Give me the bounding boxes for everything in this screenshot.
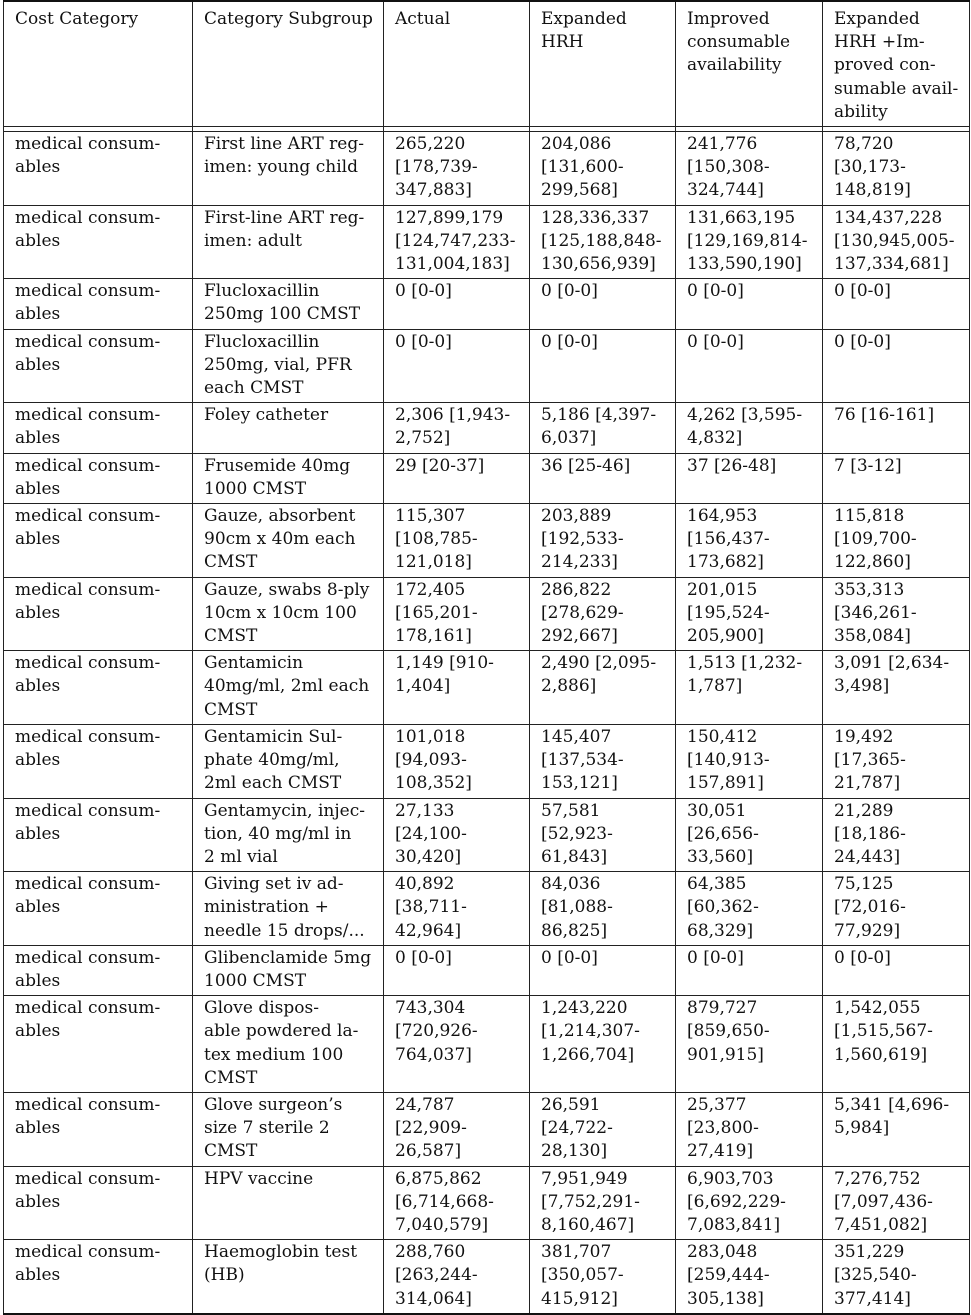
- expanded-hrh-improved-availability-cell: 21,289 [18,186- 24,443]: [823, 798, 970, 872]
- improved-availability-cell: 283,048 [259,444- 305,138]: [676, 1240, 823, 1314]
- expanded-hrh-improved-availability-cell: 0 [0-0]: [823, 329, 970, 403]
- expanded-hrh-cell: 2,490 [2,095- 2,886]: [530, 651, 676, 725]
- expanded-hrh-cell: 84,036 [81,088- 86,825]: [530, 872, 676, 946]
- category-subgroup-cell: Flucloxacillin 250mg, vial, PFR each CMST: [193, 329, 384, 403]
- actual-cell: 29 [20-37]: [384, 453, 530, 503]
- expanded-hrh-cell: 26,591 [24,722- 28,130]: [530, 1092, 676, 1166]
- category-subgroup-cell: HPV vaccine: [193, 1166, 384, 1240]
- table-row: [4, 403, 970, 453]
- table-body: [4, 132, 970, 1314]
- cost-category-cell: medical consum- ables: [4, 279, 193, 329]
- expanded-hrh-cell: 204,086 [131,600- 299,568]: [530, 132, 676, 206]
- header-expanded-hrh-improved-availability: Expanded HRH +Im- proved con- sumable avail- ability: [823, 1, 970, 127]
- improved-availability-cell: 6,903,703 [6,692,229- 7,083,841]: [676, 1166, 823, 1240]
- improved-availability-cell: 150,412 [140,913- 157,891]: [676, 724, 823, 798]
- improved-availability-cell: 0 [0-0]: [676, 329, 823, 403]
- cost-table: [3, 0, 970, 1315]
- cost-category-cell: medical consum- ables: [4, 577, 193, 651]
- expanded-hrh-improved-availability-cell: 76 [16-161]: [823, 403, 970, 453]
- actual-cell: 743,304 [720,926- 764,037]: [384, 996, 530, 1093]
- table-row: [4, 1240, 970, 1314]
- cost-category-cell: medical consum- ables: [4, 872, 193, 946]
- actual-cell: 265,220 [178,739- 347,883]: [384, 132, 530, 206]
- cost-category-cell: medical consum- ables: [4, 945, 193, 995]
- cost-category-cell: medical consum- ables: [4, 504, 193, 578]
- category-subgroup-cell: Glibenclamide 5mg 1000 CMST: [193, 945, 384, 995]
- expanded-hrh-improved-availability-cell: 5,341 [4,696- 5,984]: [823, 1092, 970, 1166]
- category-subgroup-cell: Flucloxacillin 250mg 100 CMST: [193, 279, 384, 329]
- expanded-hrh-cell: 0 [0-0]: [530, 329, 676, 403]
- category-subgroup-cell: First-line ART reg- imen: adult: [193, 205, 384, 279]
- category-subgroup-cell: Glove dispos- able powdered la- tex medium 100 CMST: [193, 996, 384, 1093]
- category-subgroup-cell: Gentamicin 40mg/ml, 2ml each CMST: [193, 651, 384, 725]
- category-subgroup-cell: Gauze, absorbent 90cm x 40m each CMST: [193, 504, 384, 578]
- improved-availability-cell: 164,953 [156,437- 173,682]: [676, 504, 823, 578]
- improved-availability-cell: 37 [26-48]: [676, 453, 823, 503]
- actual-cell: 27,133 [24,100- 30,420]: [384, 798, 530, 872]
- actual-cell: 1,149 [910- 1,404]: [384, 651, 530, 725]
- actual-cell: 24,787 [22,909- 26,587]: [384, 1092, 530, 1166]
- expanded-hrh-improved-availability-cell: 7,276,752 [7,097,436- 7,451,082]: [823, 1166, 970, 1240]
- actual-cell: 0 [0-0]: [384, 329, 530, 403]
- table-header: [4, 1, 970, 127]
- expanded-hrh-improved-availability-cell: 7 [3-12]: [823, 453, 970, 503]
- table-row: [4, 872, 970, 946]
- expanded-hrh-improved-availability-cell: 0 [0-0]: [823, 945, 970, 995]
- header-category-subgroup: Category Subgroup: [193, 1, 384, 127]
- cost-category-cell: medical consum- ables: [4, 453, 193, 503]
- table-row: [4, 132, 970, 206]
- table-row: [4, 577, 970, 651]
- table-row: [4, 651, 970, 725]
- expanded-hrh-improved-availability-cell: 1,542,055 [1,515,567- 1,560,619]: [823, 996, 970, 1093]
- cost-category-cell: medical consum- ables: [4, 132, 193, 206]
- expanded-hrh-improved-availability-cell: 19,492 [17,365- 21,787]: [823, 724, 970, 798]
- improved-availability-cell: 30,051 [26,656- 33,560]: [676, 798, 823, 872]
- table-row: [4, 724, 970, 798]
- table-row: [4, 453, 970, 503]
- expanded-hrh-improved-availability-cell: 353,313 [346,261- 358,084]: [823, 577, 970, 651]
- improved-availability-cell: 64,385 [60,362- 68,329]: [676, 872, 823, 946]
- expanded-hrh-cell: 7,951,949 [7,752,291- 8,160,467]: [530, 1166, 676, 1240]
- table-row: [4, 945, 970, 995]
- expanded-hrh-improved-availability-cell: 78,720 [30,173- 148,819]: [823, 132, 970, 206]
- expanded-hrh-improved-availability-cell: 75,125 [72,016- 77,929]: [823, 872, 970, 946]
- expanded-hrh-improved-availability-cell: 115,818 [109,700- 122,860]: [823, 504, 970, 578]
- cost-category-cell: medical consum- ables: [4, 329, 193, 403]
- expanded-hrh-improved-availability-cell: 3,091 [2,634- 3,498]: [823, 651, 970, 725]
- actual-cell: 288,760 [263,244- 314,064]: [384, 1240, 530, 1314]
- expanded-hrh-cell: 145,407 [137,534- 153,121]: [530, 724, 676, 798]
- improved-availability-cell: 1,513 [1,232- 1,787]: [676, 651, 823, 725]
- table-row: [4, 205, 970, 279]
- improved-availability-cell: 879,727 [859,650- 901,915]: [676, 996, 823, 1093]
- expanded-hrh-improved-availability-cell: 134,437,228 [130,945,005- 137,334,681]: [823, 205, 970, 279]
- improved-availability-cell: 4,262 [3,595- 4,832]: [676, 403, 823, 453]
- cost-category-cell: medical consum- ables: [4, 798, 193, 872]
- table-row: [4, 798, 970, 872]
- expanded-hrh-cell: 286,822 [278,629- 292,667]: [530, 577, 676, 651]
- category-subgroup-cell: Gauze, swabs 8-ply 10cm x 10cm 100 CMST: [193, 577, 384, 651]
- header-expanded-hrh: Expanded HRH: [530, 1, 676, 127]
- expanded-hrh-cell: 57,581 [52,923- 61,843]: [530, 798, 676, 872]
- table-row: [4, 996, 970, 1093]
- cost-category-cell: medical consum- ables: [4, 403, 193, 453]
- header-row: [4, 1, 970, 127]
- cost-category-cell: medical consum- ables: [4, 651, 193, 725]
- expanded-hrh-cell: 0 [0-0]: [530, 945, 676, 995]
- category-subgroup-cell: Gentamicin Sul- phate 40mg/ml, 2ml each CMST: [193, 724, 384, 798]
- category-subgroup-cell: Gentamycin, injec- tion, 40 mg/ml in 2 ml vial: [193, 798, 384, 872]
- improved-availability-cell: 201,015 [195,524- 205,900]: [676, 577, 823, 651]
- cost-category-cell: medical consum- ables: [4, 205, 193, 279]
- cost-category-cell: medical consum- ables: [4, 996, 193, 1093]
- category-subgroup-cell: Haemoglobin test (HB): [193, 1240, 384, 1314]
- category-subgroup-cell: Foley catheter: [193, 403, 384, 453]
- expanded-hrh-cell: 0 [0-0]: [530, 279, 676, 329]
- category-subgroup-cell: First line ART reg- imen: young child: [193, 132, 384, 206]
- expanded-hrh-cell: 381,707 [350,057- 415,912]: [530, 1240, 676, 1314]
- header-actual: Actual: [384, 1, 530, 127]
- cost-category-cell: medical consum- ables: [4, 1092, 193, 1166]
- expanded-hrh-cell: 128,336,337 [125,188,848- 130,656,939]: [530, 205, 676, 279]
- expanded-hrh-cell: 5,186 [4,397- 6,037]: [530, 403, 676, 453]
- actual-cell: 115,307 [108,785- 121,018]: [384, 504, 530, 578]
- improved-availability-cell: 0 [0-0]: [676, 279, 823, 329]
- actual-cell: 0 [0-0]: [384, 945, 530, 995]
- improved-availability-cell: 241,776 [150,308- 324,744]: [676, 132, 823, 206]
- cost-category-cell: medical consum- ables: [4, 1166, 193, 1240]
- header-improved-consumable-availability: Improved consumable availability: [676, 1, 823, 127]
- expanded-hrh-improved-availability-cell: 351,229 [325,540- 377,414]: [823, 1240, 970, 1314]
- actual-cell: 172,405 [165,201- 178,161]: [384, 577, 530, 651]
- improved-availability-cell: 131,663,195 [129,169,814- 133,590,190]: [676, 205, 823, 279]
- expanded-hrh-improved-availability-cell: 0 [0-0]: [823, 279, 970, 329]
- actual-cell: 6,875,862 [6,714,668- 7,040,579]: [384, 1166, 530, 1240]
- expanded-hrh-cell: 203,889 [192,533- 214,233]: [530, 504, 676, 578]
- table-row: [4, 504, 970, 578]
- table-row: [4, 1166, 970, 1240]
- expanded-hrh-cell: 36 [25-46]: [530, 453, 676, 503]
- actual-cell: 127,899,179 [124,747,233- 131,004,183]: [384, 205, 530, 279]
- improved-availability-cell: 0 [0-0]: [676, 945, 823, 995]
- cost-category-cell: medical consum- ables: [4, 724, 193, 798]
- header-cost-category: Cost Category: [4, 1, 193, 127]
- category-subgroup-cell: Giving set iv ad- ministration + needle 15 drops/...: [193, 872, 384, 946]
- table-row: [4, 1092, 970, 1166]
- cost-category-cell: medical consum- ables: [4, 1240, 193, 1314]
- actual-cell: 0 [0-0]: [384, 279, 530, 329]
- cost-table-page: [3, 0, 969, 1315]
- actual-cell: 40,892 [38,711- 42,964]: [384, 872, 530, 946]
- actual-cell: 101,018 [94,093- 108,352]: [384, 724, 530, 798]
- improved-availability-cell: 25,377 [23,800- 27,419]: [676, 1092, 823, 1166]
- actual-cell: 2,306 [1,943- 2,752]: [384, 403, 530, 453]
- expanded-hrh-cell: 1,243,220 [1,214,307- 1,266,704]: [530, 996, 676, 1093]
- table-row: [4, 329, 970, 403]
- category-subgroup-cell: Frusemide 40mg 1000 CMST: [193, 453, 384, 503]
- table-row: [4, 279, 970, 329]
- category-subgroup-cell: Glove surgeon’s size 7 sterile 2 CMST: [193, 1092, 384, 1166]
